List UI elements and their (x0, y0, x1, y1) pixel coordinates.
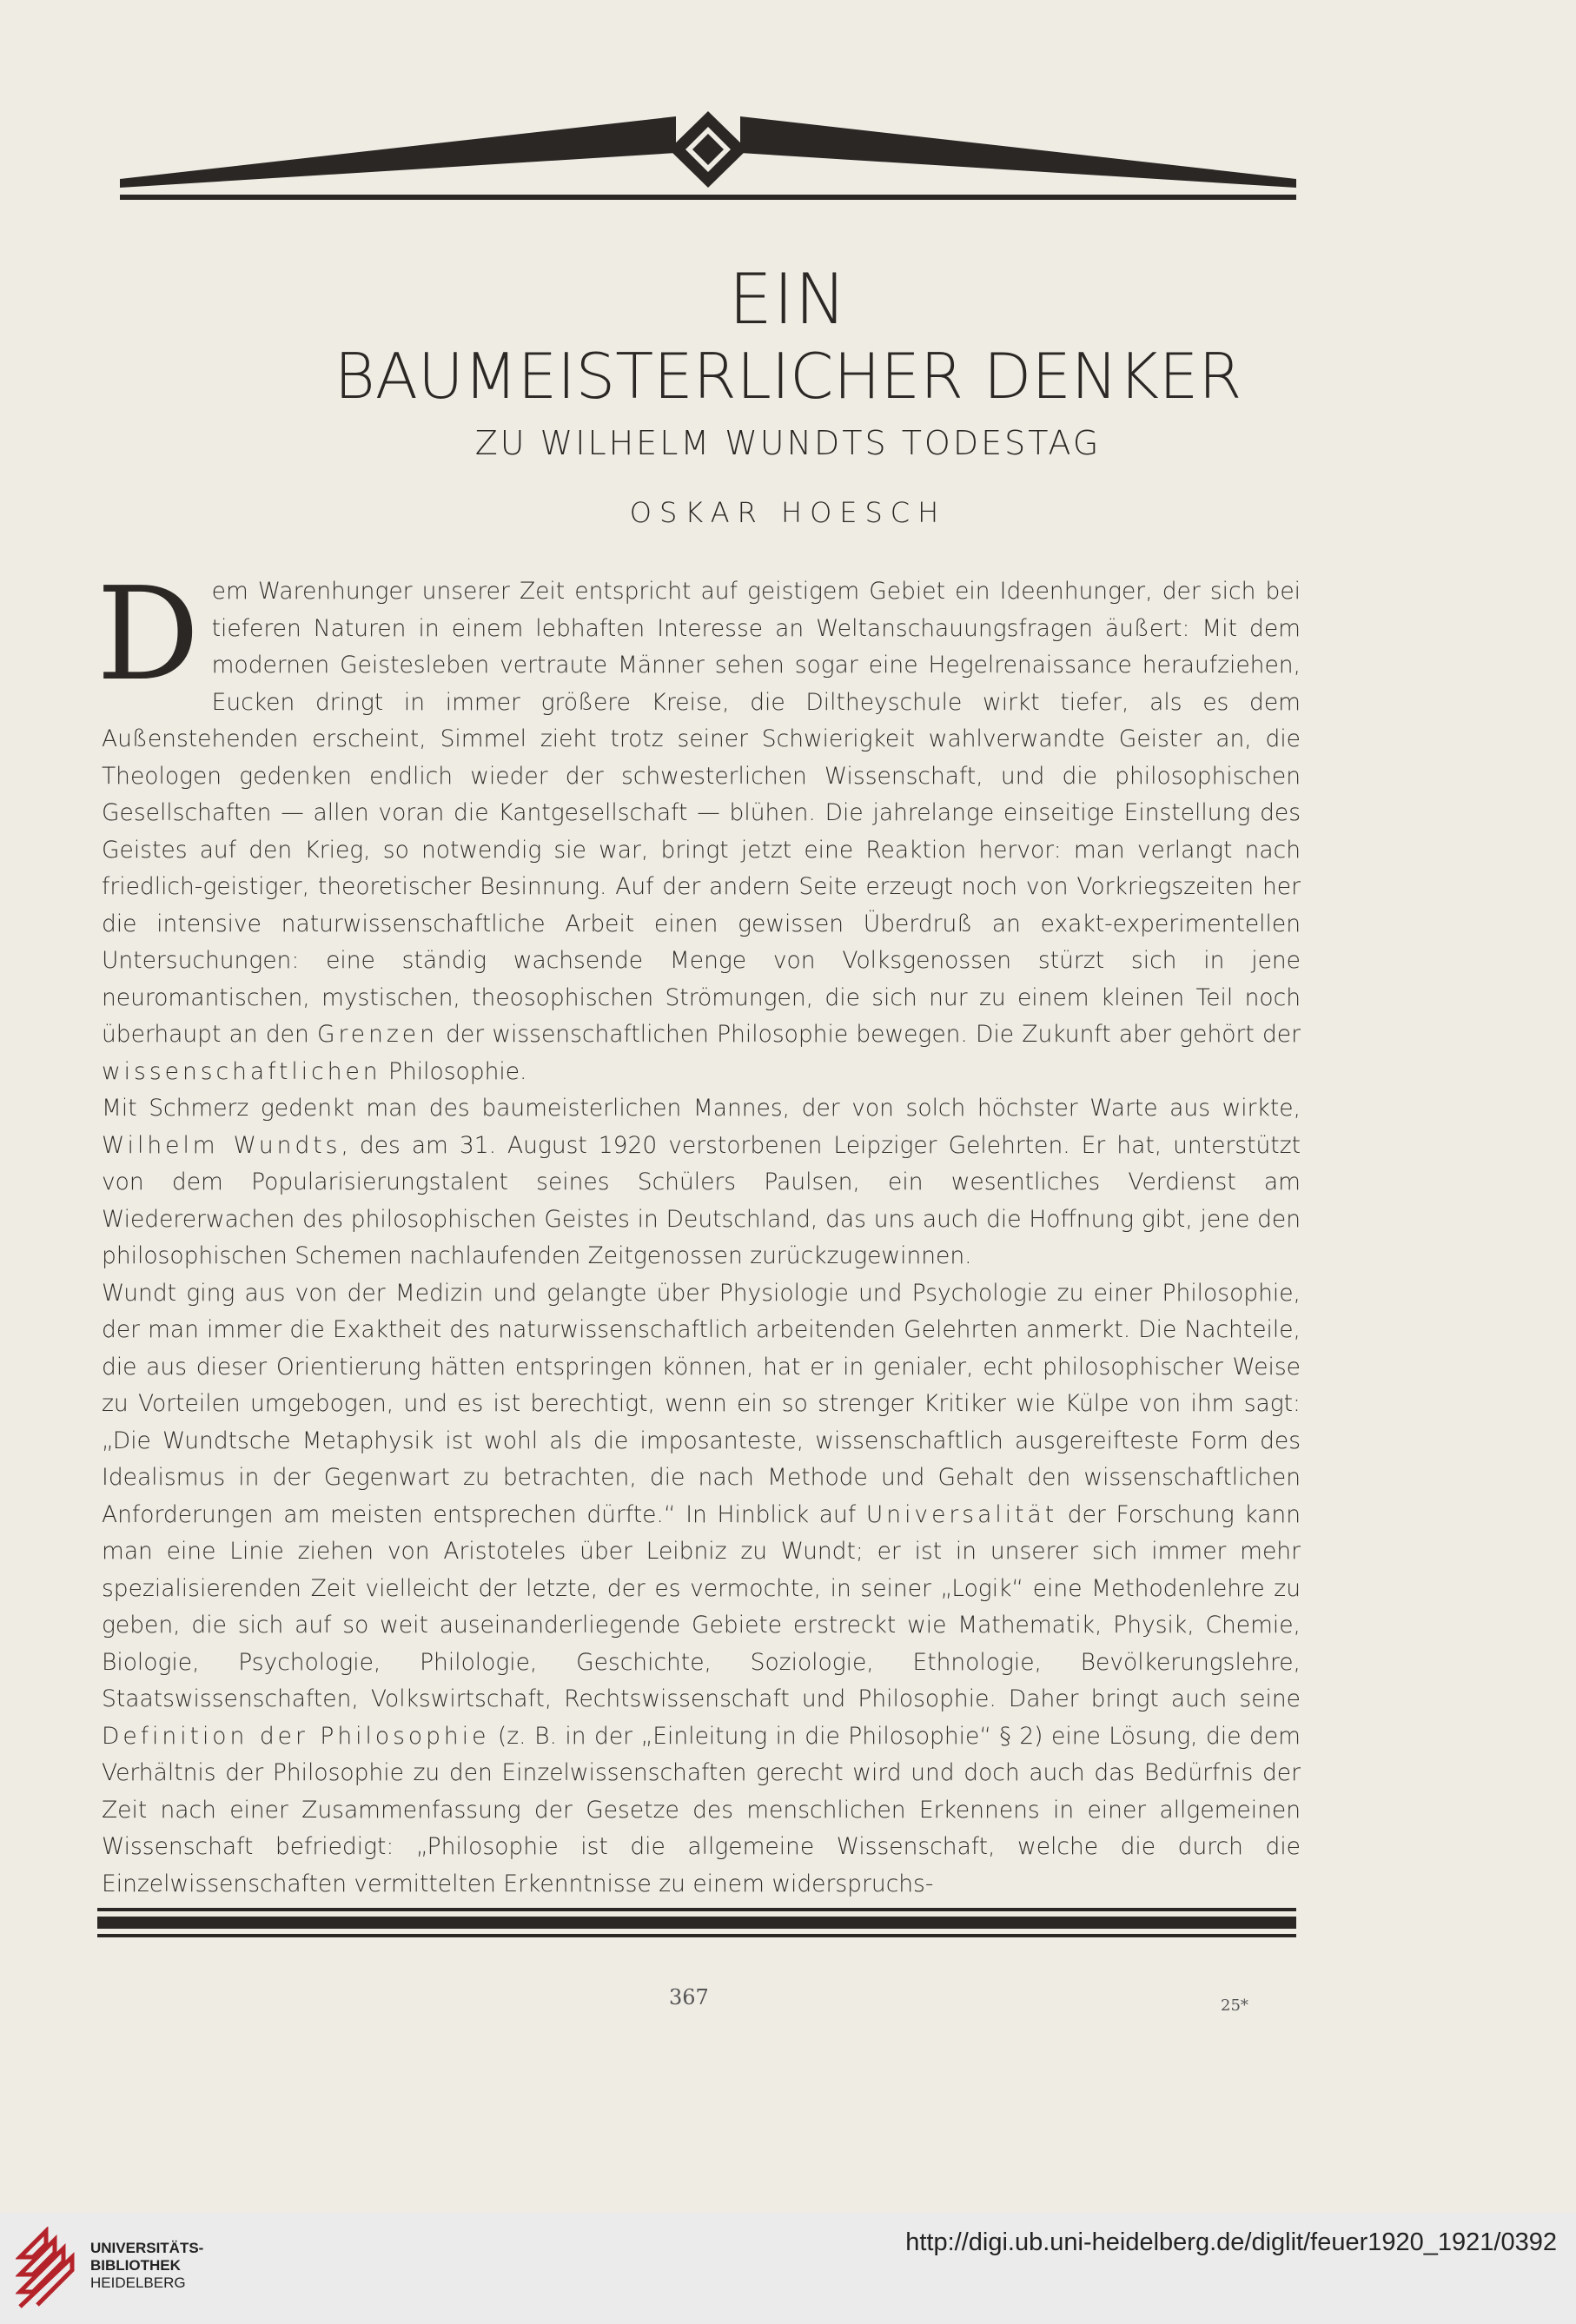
library-name: UNIVERSITÄTS- BIBLIOTHEK HEIDELBERG (90, 2240, 204, 2291)
subtitle: ZU WILHELM WUNDTS TODESTAG (474, 424, 1102, 462)
page-number: 367 (669, 1985, 709, 2009)
author: OSKAR HOESCH (629, 496, 947, 529)
title-line-1: EIN (728, 259, 848, 340)
footer-rule (97, 1908, 1296, 1939)
printer-signature: 25* (1221, 1996, 1248, 2015)
header-ornament (120, 111, 1296, 207)
paragraph-2: Mit Schmerz gedenkt man des baumeisterlichen Mannes, der von solch höchster Warte aus wirkte, Wilhelm Wundts, des am 31. August 1920 verstorbenen Leipziger Gelehrten. Er hat, unterstützt von dem Popularisierungstalent seines Schülers Paulsen, ein wesentliches Verdienst am Wiedererwachen des philosophischen Geistes in Deutschland, das uns auch die Hoffnung gibt, jene den philosophischen Schemen nachlaufenden Zeitgenossen zurückzugewinnen. (102, 1095, 1301, 1269)
paragraph-3: Wundt ging aus von der Medizin und gelangte über Physiologie und Psychologie zu einer Philosophie, der man immer die Exaktheit des naturwissenschaftlich arbeitenden Gelehrten anmerkt. Die Nachteile, die aus dieser Orientierung hätten entspringen können, hat er in genialer, echt philosophischer Weise zu Vorteilen umgebogen, und es ist berechtigt, wenn ein so strenger Kritiker wie Külpe von ihm sagt: „Die Wundtsche Metaphysik ist wohl als die imposanteste, wissenschaftlich ausgereifteste Form des Idealismus in der Gegenwart zu betrachten, die nach Methode und Gehalt den wissenschaftlichen Anforderungen am meisten entsprechen dürfte.“ In Hinblick auf Universalität der Forschung kann man eine Linie ziehen von Aristoteles über Leibniz zu Wundt; er ist in unserer sich immer mehr spezialisierenden Zeit vielleicht der letzte, der es vermochte, in seiner „Logik“ eine Methodenlehre zu geben, die sich auf so weit auseinanderliegende Gebiete erstreckt wie Mathematik, Physik, Chemie, Biologie, Psychologie, Philologie, Geschichte, Soziologie, Ethnologie, Bevölkerungslehre, Staatswissenschaften, Volkswirtschaft, Rechtswissenschaft und Philosophie. Daher bringt auch seine Definition der Philosophie (z. B. in der „Einleitung in die Philosophie“ § 2) eine Lösung, die dem Verhältnis der Philosophie zu den Einzelwissenschaften gerecht wird und doch auch das Bedürfnis der Zeit nach einer Zusammenfassung der Gesetze des menschlichen Erkennens in einer allgemeinen Wissenschaft befriedigt: „Philosophie ist die allgemeine Wissenschaft, welche die durch die Einzelwissenschaften vermittelten Erkenntnisse zu einem widerspruchs- (102, 1279, 1301, 1897)
paragraph-1: Dem Warenhunger unserer Zeit entspricht auf geistigem Gebiet ein Ideenhunger, der sich bei tieferen Naturen in einem lebhaften Interesse an Weltanschauungsfragen äußert: Mit dem modernen Geistesleben vertraute Männer sehen sogar eine Hegelrenaissance heraufziehen, Eucken dringt in immer größere Kreise, die Diltheyschule wirkt tiefer, als es dem Außenstehenden erscheint, Simmel zieht trotz seiner Schwierigkeit wahlverwandte Geister an, die Theologen gedenken endlich wieder der schwesterlichen Wissenschaft, und die philosophischen Gesellschaften — allen voran die Kantgesellschaft — blühen. Die jahrelange einseitige Einstellung des Geistes auf den Krieg, so notwendig sie war, bringt jetzt eine Reaktion hervor: man verlangt nach friedlich-geistiger, theoretischer Besinnung. Auf der andern Seite erzeugt noch von Vorkriegszeiten her die intensive naturwissenschaftliche Arbeit einen gewissen Überdruß an exakt-experimentellen Untersuchungen: eine ständig wachsende Menge von Volksgenossen stürzt sich in jene neuromantischen, mystischen, theosophischen Strömungen, die sich nur zu einem kleinen Teil noch überhaupt an den Grenzen der wissenschaftlichen Philosophie bewegen. Die Zukunft aber gehört der wissenschaftlichen Philosophie. (96, 559, 1301, 1085)
article-body (96, 559, 1301, 1903)
library-logo-icon[interactable] (16, 2227, 76, 2309)
title-line-2: BAUMEISTERLICHER DENKER (334, 340, 1242, 413)
permalink-url[interactable]: http://digi.ub.uni-heidelberg.de/diglit/feuer1920_1921/0392 (905, 2228, 1557, 2256)
drop-cap: D (96, 559, 200, 709)
